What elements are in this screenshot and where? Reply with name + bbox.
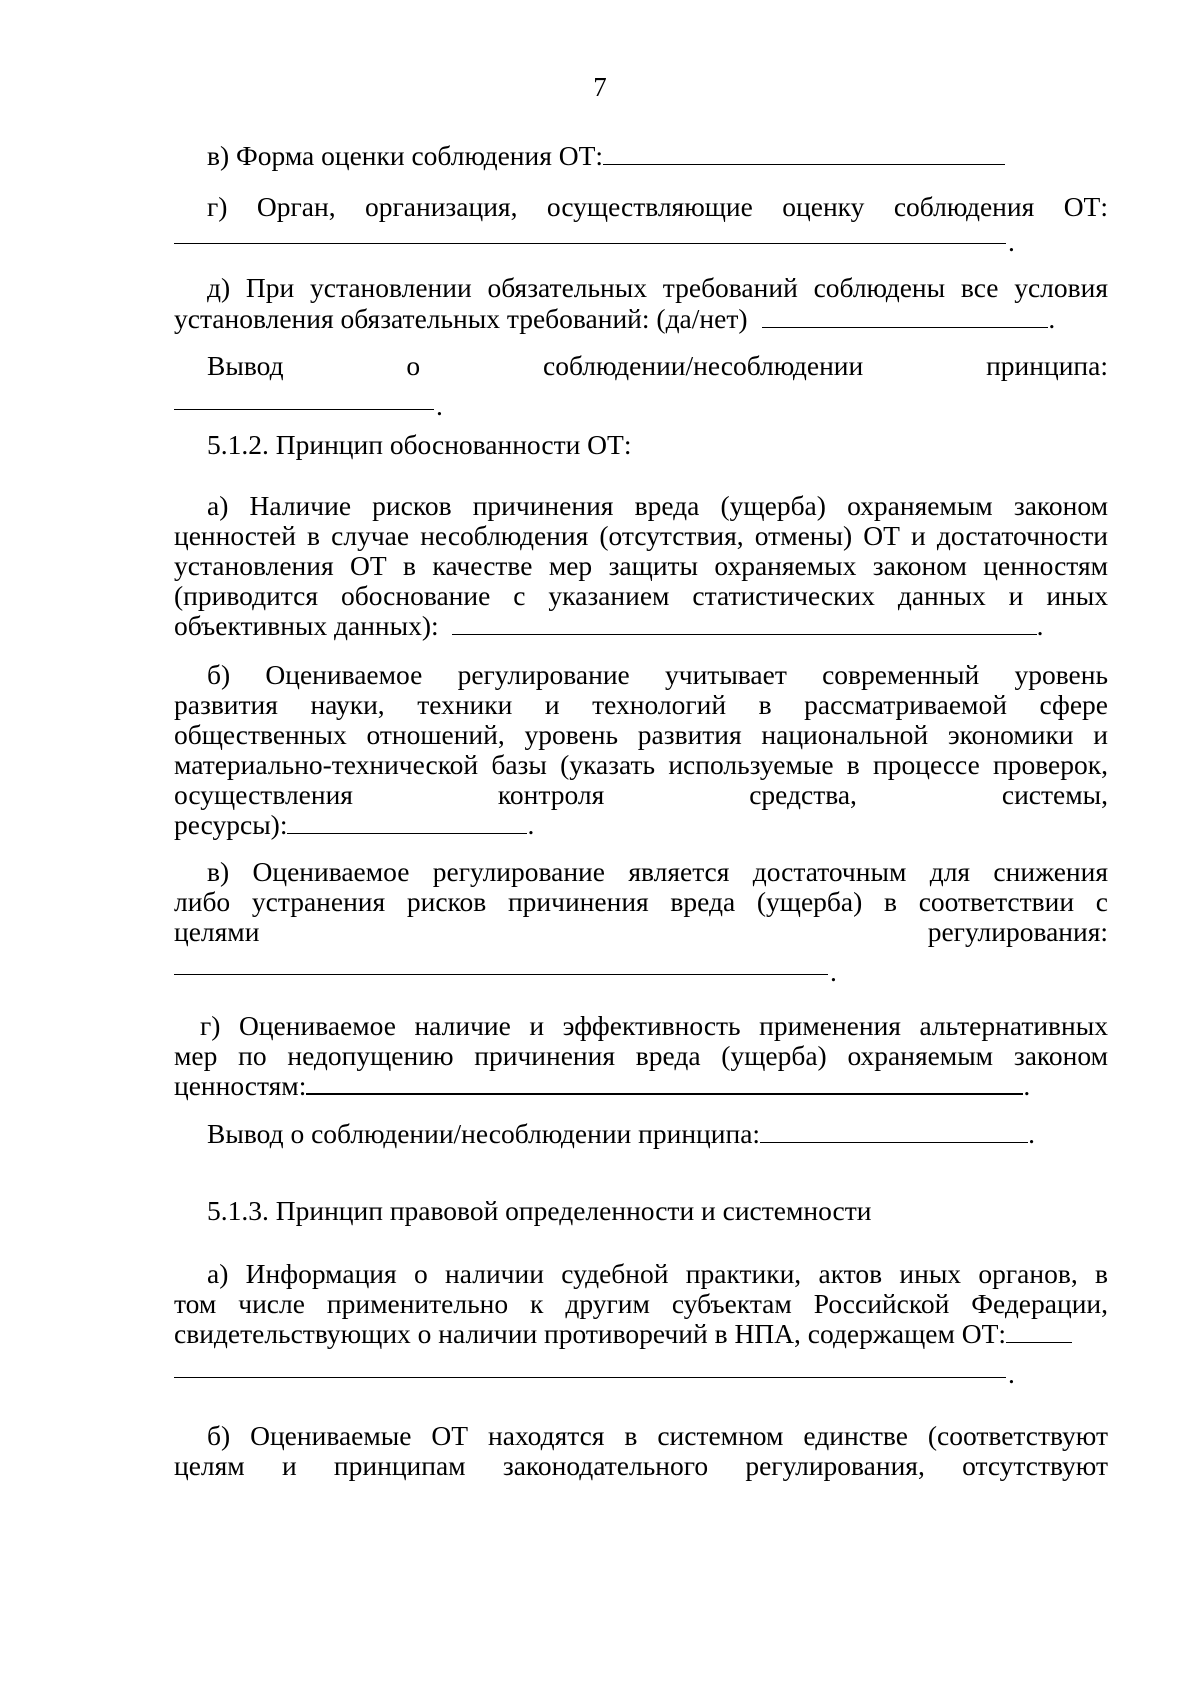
risks-line-5: объективных данных): . <box>174 610 1044 641</box>
sufficiency-blank[interactable] <box>174 973 828 975</box>
modern-level-line-5: осуществления контроля средства, системы, <box>174 779 1108 810</box>
risks-blank[interactable] <box>452 612 1037 635</box>
conclusion-2-line: Вывод о соблюдении/несоблюдении принципа: . <box>174 1118 1108 1151</box>
conclusion-1-blank[interactable] <box>174 408 434 410</box>
form-assessment-label: в) Форма оценки соблюдения ОТ: <box>207 140 604 171</box>
court-practice-line-2: том числе применительно к другим субъектам Российской Федерации, <box>174 1288 1108 1319</box>
modern-level-line-4: материально-технической базы (указать используемые в процессе проверок, <box>174 749 1108 780</box>
modern-level-line-1: б) Оцениваемое регулирование учитывает современный уровень <box>207 659 1108 690</box>
risks-line-3: установления ОТ в качестве мер защиты охраняемых законом ценностям <box>174 550 1108 581</box>
sufficiency-line-3: целями регулирования: <box>174 916 1108 947</box>
system-unity-line-2: целям и принципам законодательного регулирования, отсутствуют <box>174 1450 1108 1481</box>
period: . <box>830 956 837 987</box>
conditions-line-1: д) При установлении обязательных требований соблюдены все условия <box>207 272 1108 303</box>
conclusion-2-label: Вывод о соблюдении/несоблюдении принципа: <box>207 1118 761 1149</box>
conditions-line-2: установления обязательных требований: (да/нет) . <box>174 303 1056 334</box>
resources-blank[interactable] <box>287 811 527 834</box>
form-assessment-line <box>174 140 1034 173</box>
system-unity-line-1: б) Оцениваемые ОТ находятся в системном единстве (соответствуют <box>207 1420 1108 1451</box>
alternatives-line-1: г) Оцениваемое наличие и эффективность применения альтернативных <box>200 1010 1108 1041</box>
conclusion-2-blank[interactable] <box>760 1120 1028 1143</box>
court-practice-line-3: свидетельствующих о наличии противоречий в НПА, содержащем ОТ: <box>174 1318 1108 1351</box>
conclusion-1-label: Вывод о соблюдении/несоблюдении принципа: <box>207 350 1108 381</box>
conditions-blank[interactable] <box>762 305 1048 328</box>
period: . <box>436 390 443 421</box>
risks-line-4: (приводится обоснование с указанием статистических данных и иных <box>174 580 1108 611</box>
form-assessment-blank[interactable] <box>603 142 1005 165</box>
section-heading-512: 5.1.2. Принцип обоснованности ОТ: <box>207 429 632 460</box>
risks-line-2: ценностей в случае несоблюдения (отсутствия, отмены) ОТ и достаточности <box>174 520 1108 551</box>
risks-line-1: а) Наличие рисков причинения вреда (ущерба) охраняемым законом <box>207 490 1108 521</box>
conditions-label: установления обязательных требований: (да/нет) <box>174 303 748 334</box>
assessing-body-label: г) Орган, организация, осуществляющие оценку соблюдения ОТ: <box>207 191 1108 222</box>
sufficiency-line-1: в) Оцениваемое регулирование является достаточным для снижения <box>207 856 1108 887</box>
section-heading-513: 5.1.3. Принцип правовой определенности и системности <box>207 1195 872 1226</box>
assessing-body-blank[interactable] <box>174 242 1006 244</box>
period: . <box>1008 1358 1015 1389</box>
court-practice-blank-a[interactable] <box>1006 1320 1072 1343</box>
alternatives-line-2: мер по недопущению причинения вреда (ущерба) охраняемым законом <box>174 1040 1108 1071</box>
page-number: 7 <box>593 72 607 102</box>
sufficiency-line-2: либо устранения рисков причинения вреда (ущерба) в соответствии с <box>174 886 1108 917</box>
court-practice-blank-b[interactable] <box>174 1376 1006 1378</box>
period: . <box>1008 226 1015 257</box>
alternatives-line-3: ценностям: . <box>174 1070 1031 1101</box>
alternatives-blank[interactable] <box>306 1071 1023 1095</box>
modern-level-line-3: общественных отношений, уровень развития национальной экономики и <box>174 719 1108 750</box>
court-practice-line-1: а) Информация о наличии судебной практики, актов иных органов, в <box>207 1258 1108 1289</box>
modern-level-line-2: развития науки, техники и технологий в рассматриваемой сфере <box>174 689 1108 720</box>
modern-level-line-6: ресурсы): . <box>174 809 535 840</box>
